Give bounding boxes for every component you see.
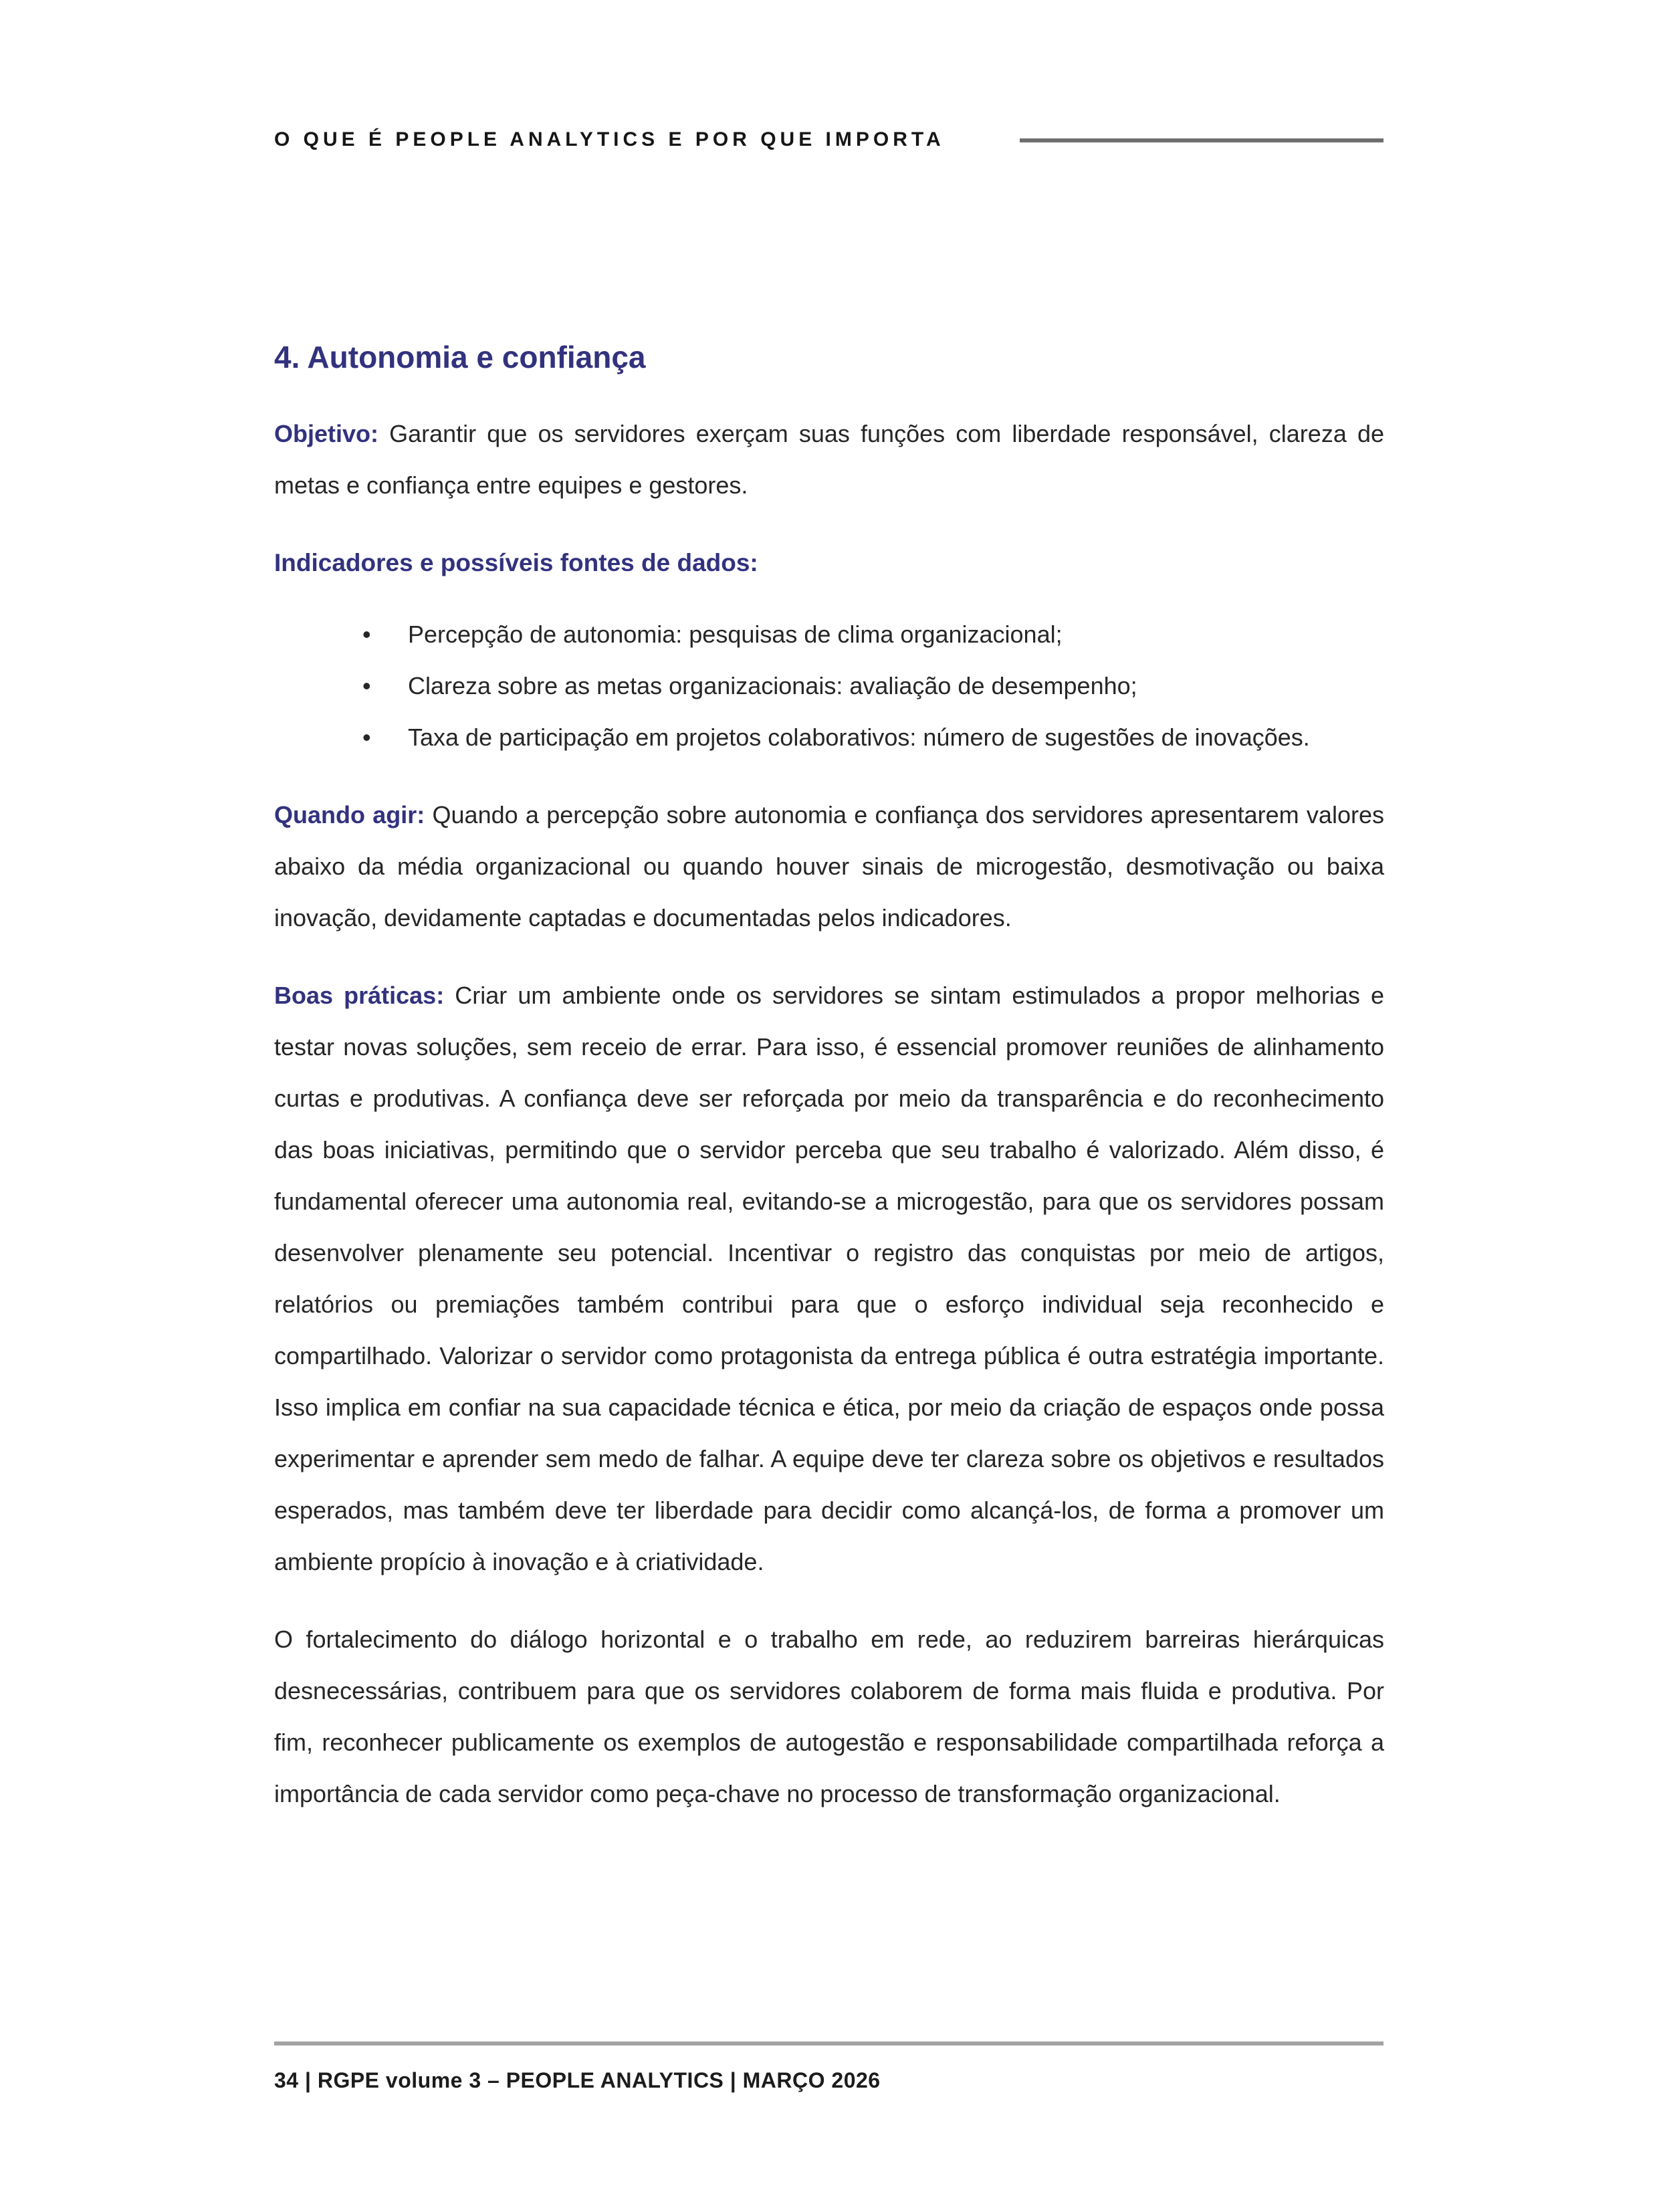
when-to-act-paragraph	[274, 789, 1384, 944]
section-heading: 4. Autonomia e confiança	[274, 340, 646, 374]
when-to-act-text: Quando a percepção sobre autonomia e confiança dos servidores apresentarem valores abaixo da média organizacional ou quando houver sinais de microgestão, desmotivação ou baixa inovação, devidamente captadas e documentadas pelos indicadores.	[274, 801, 1384, 931]
indicators-heading: Indicadores e possíveis fontes de dados:	[274, 549, 758, 576]
list-item: • Percepção de autonomia: pesquisas de clima organizacional;	[274, 609, 1384, 660]
objective-paragraph	[274, 408, 1384, 511]
running-header	[274, 128, 1384, 151]
objective-text: Garantir que os servidores exerçam suas funções com liberdade responsável, clareza de metas e confiança entre equipes e gestores.	[274, 420, 1384, 499]
header-rule-line	[1020, 138, 1384, 142]
running-header-title: O QUE É PEOPLE ANALYTICS E POR QUE IMPORTA	[274, 128, 945, 150]
best-practices-text: Criar um ambiente onde os servidores se sintam estimulados a propor melhorias e testar novas soluções, sem receio de errar. Para isso, é essencial promover reuniões de alinhamento curtas e produtivas. A confiança deve ser reforçada por meio da transparência e do reconhecimento das boas iniciativas, permitindo que o servidor perceba que seu trabalho é valorizado. Além disso, é fundamental oferecer uma autonomia real, evitando-se a microgestão, para que os servidores possam desenvolver plenamente seu potencial. Incentivar o registro das conquistas por meio de artigos, relatórios ou premiações também contribui para que o esforço individual seja reconhecido e compartilhado. Valorizar o servidor como protagonista da entrega pública é outra estratégia importante. Isso implica em confiar na sua capacidade técnica e ética, por meio da criação de espaços onde possa experimentar e aprender sem medo de falhar. A equipe deve ter clareza sobre os objetivos e resultados esperados, mas também deve ter liberdade para decidir como alcançá-los, de forma a promover um ambiente propício à inovação e à criatividade.	[274, 982, 1384, 1575]
page-footer	[274, 2041, 1384, 2093]
footer-text: 34 | RGPE volume 3 – PEOPLE ANALYTICS | MARÇO 2026	[274, 2068, 881, 2092]
indicator-list	[274, 609, 1384, 763]
closing-paragraph: O fortalecimento do diálogo horizontal e o trabalho em rede, ao reduzirem barreiras hierárquicas desnecessárias, contribuem para que os servidores colaborem de forma mais fluida e produtiva. Por fim, reconhecer publicamente os exemplos de autogestão e responsabilidade compartilhada reforça a importância de cada servidor como peça-chave no processo de transformação organizacional.	[274, 1626, 1384, 1807]
objective-label: Objetivo:	[274, 420, 379, 447]
when-to-act-label: Quando agir:	[274, 801, 425, 828]
list-item: • Clareza sobre as metas organizacionais: avaliação de desempenho;	[274, 660, 1384, 711]
best-practices-paragraph	[274, 970, 1384, 1587]
list-item: • Taxa de participação em projetos colaborativos: número de sugestões de inovações.	[274, 711, 1384, 763]
main-content	[274, 338, 1384, 1819]
footer-rule-line	[274, 2041, 1384, 2045]
best-practices-label: Boas práticas:	[274, 982, 445, 1009]
